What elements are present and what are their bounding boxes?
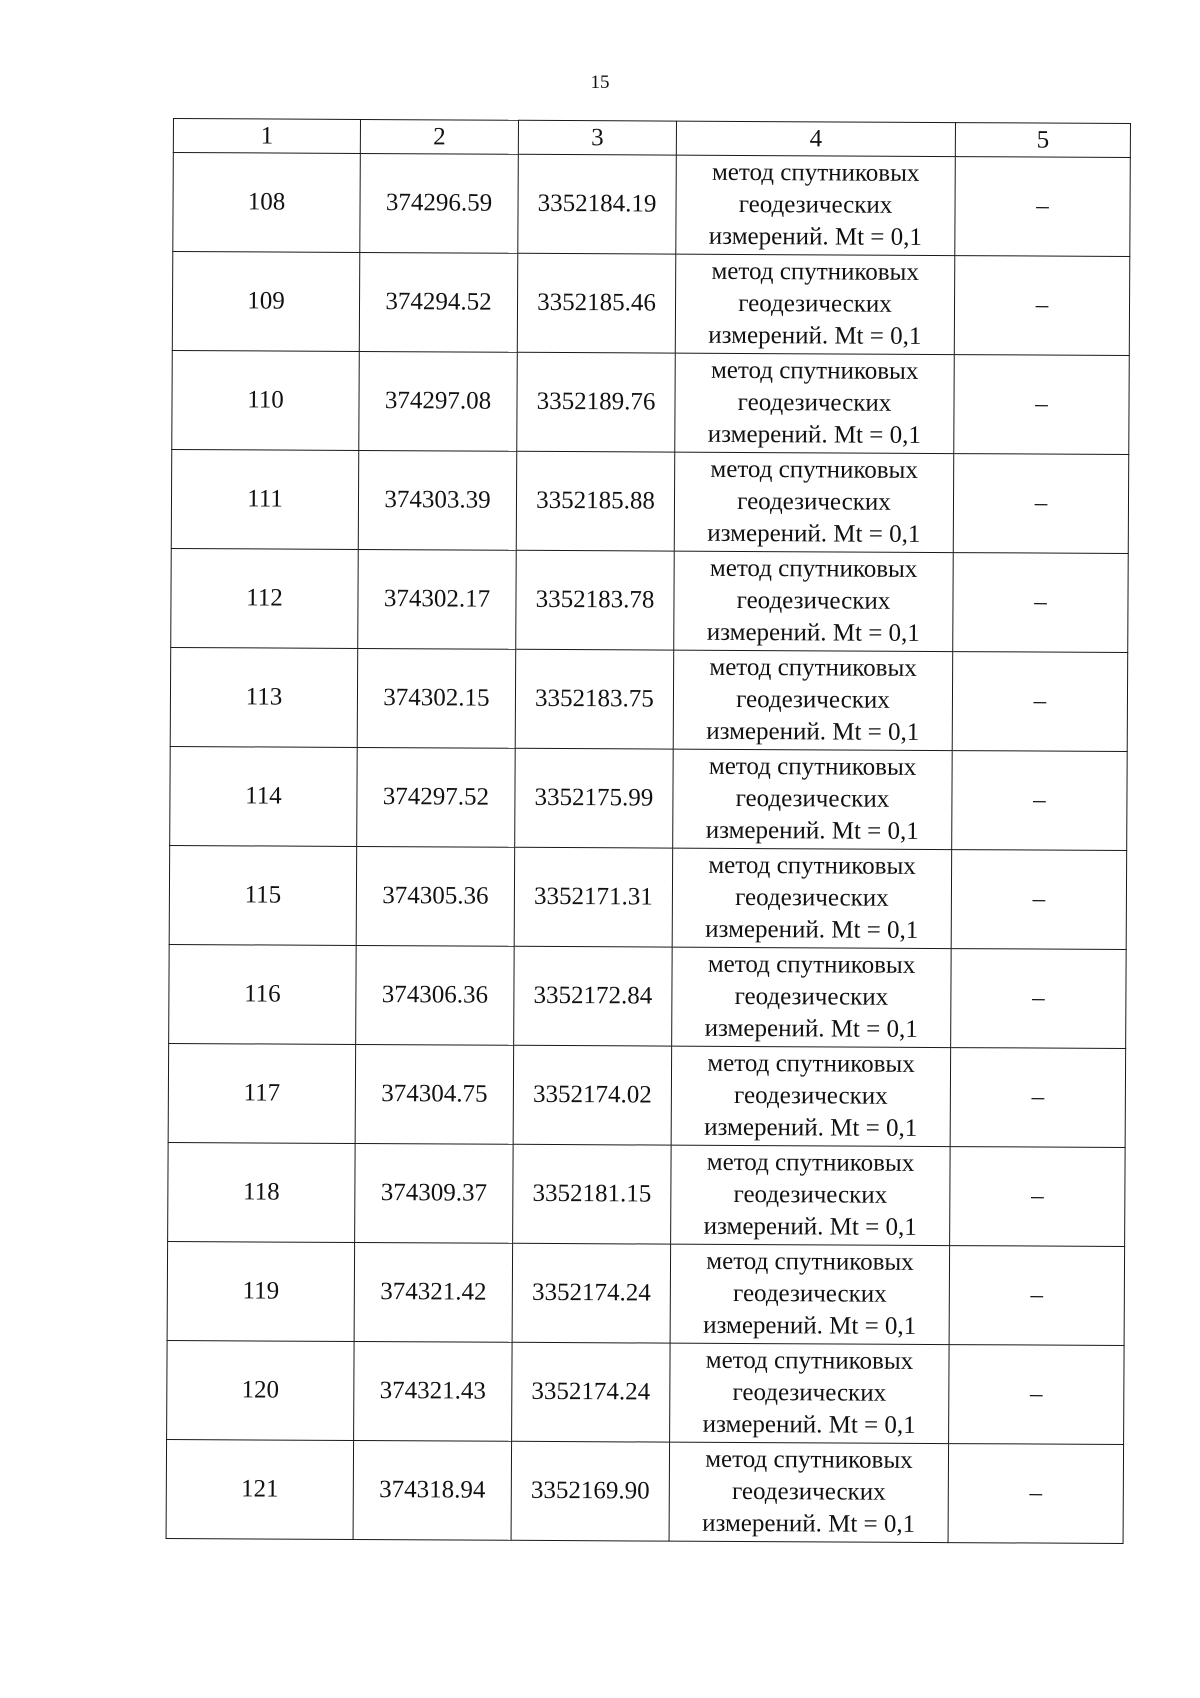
method-line: измерений. Mt = 0,1 [705, 816, 919, 845]
column-header: 4 [676, 121, 955, 156]
method-line: геодезических [731, 1477, 886, 1506]
point-number-cell: 113 [170, 647, 358, 747]
point-number-cell: 108 [173, 153, 361, 253]
table-row [167, 1241, 1125, 1345]
method-line: геодезических [735, 784, 890, 813]
point-number-cell: 111 [171, 449, 359, 549]
note-cell: – [950, 1048, 1126, 1148]
method-cell [673, 749, 953, 849]
table-row [172, 252, 1130, 356]
x-coordinate-cell: 374321.43 [354, 1341, 513, 1441]
method-line: метод спутниковых [707, 950, 916, 979]
x-coordinate-cell: 374318.94 [353, 1440, 512, 1540]
note-cell: – [955, 157, 1131, 257]
x-coordinate-cell: 374303.39 [358, 450, 517, 550]
point-number-cell: 112 [171, 548, 359, 648]
y-coordinate-cell: 3352174.24 [512, 1342, 671, 1442]
coordinates-table [166, 118, 1131, 1544]
method-cell [674, 452, 954, 552]
y-coordinate-cell: 3352184.19 [518, 154, 677, 254]
table-row [167, 1340, 1125, 1444]
x-coordinate-cell: 374305.36 [356, 846, 515, 946]
x-coordinate-cell: 374304.75 [355, 1044, 514, 1144]
x-coordinate-cell: 374294.52 [359, 252, 518, 352]
method-line: геодезических [732, 1378, 887, 1407]
note-cell: – [952, 751, 1128, 851]
method-line: геодезических [736, 685, 890, 714]
method-line: измерений. Mt = 0,1 [702, 1410, 916, 1439]
method-line: метод спутниковых [706, 1148, 915, 1177]
method-cell [676, 155, 956, 255]
note-cell: – [953, 553, 1129, 653]
note-cell: – [952, 652, 1128, 752]
x-coordinate-cell: 374296.59 [360, 153, 519, 253]
x-coordinate-cell: 374321.42 [354, 1242, 513, 1342]
method-line: измерений. Mt = 0,1 [708, 321, 922, 350]
method-line: геодезических [737, 487, 891, 516]
method-line: измерений. Mt = 0,1 [704, 1113, 918, 1142]
method-line: метод спутниковых [705, 1346, 914, 1375]
table-row [173, 153, 1131, 257]
table-row [168, 1142, 1126, 1246]
point-number-cell: 117 [168, 1043, 356, 1143]
method-line: геодезических [738, 289, 892, 318]
method-cell [670, 1244, 950, 1344]
note-cell: – [948, 1444, 1124, 1544]
note-cell: – [951, 949, 1127, 1049]
table-row [166, 1439, 1124, 1543]
method-cell [672, 947, 952, 1047]
method-line: геодезических [737, 388, 892, 417]
method-line: измерений. Mt = 0,1 [706, 717, 920, 746]
method-line: измерений. Mt = 0,1 [703, 1212, 917, 1241]
point-number-cell: 109 [172, 252, 360, 352]
method-line: геодезических [736, 586, 891, 615]
y-coordinate-cell: 3352185.46 [517, 253, 676, 353]
method-cell [674, 551, 954, 651]
method-line: метод спутниковых [709, 653, 917, 682]
method-line: геодезических [734, 982, 889, 1011]
method-cell [669, 1442, 949, 1542]
table-body [166, 153, 1130, 1544]
method-line: метод спутниковых [705, 1445, 913, 1474]
method-line: метод спутниковых [710, 356, 919, 385]
method-line: геодезических [732, 1279, 887, 1308]
note-cell: – [949, 1246, 1125, 1346]
column-header: 1 [173, 119, 360, 154]
y-coordinate-cell: 3352175.99 [515, 748, 674, 848]
x-coordinate-cell: 374306.36 [356, 945, 515, 1045]
method-line: измерений. Mt = 0,1 [702, 1509, 916, 1538]
note-cell: – [949, 1345, 1125, 1445]
point-number-cell: 121 [166, 1439, 354, 1539]
method-cell [670, 1343, 950, 1443]
point-number-cell: 120 [167, 1340, 355, 1440]
x-coordinate-cell: 374297.52 [357, 747, 516, 847]
table-row [172, 350, 1130, 454]
method-line: метод спутниковых [710, 455, 918, 484]
y-coordinate-cell: 3352183.78 [516, 550, 675, 650]
method-cell [671, 1145, 951, 1245]
method-line: метод спутниковых [711, 158, 920, 187]
method-line: геодезических [733, 1180, 888, 1209]
method-line: измерений. Mt = 0,1 [706, 618, 920, 647]
x-coordinate-cell: 374309.37 [355, 1143, 514, 1243]
method-line: геодезических [735, 883, 889, 912]
method-line: измерений. Mt = 0,1 [703, 1311, 917, 1340]
table-row [169, 845, 1127, 949]
table-row [168, 1043, 1126, 1147]
method-line: геодезических [738, 190, 893, 219]
point-number-cell: 118 [168, 1142, 356, 1242]
column-header: 2 [360, 119, 518, 154]
table-row [169, 944, 1127, 1048]
method-line: метод спутниковых [706, 1247, 914, 1276]
note-cell: – [954, 355, 1130, 455]
point-number-cell: 115 [169, 845, 357, 945]
point-number-cell: 116 [169, 944, 357, 1044]
table-row [170, 746, 1128, 850]
note-cell: – [953, 454, 1129, 554]
point-number-cell: 110 [172, 350, 360, 450]
y-coordinate-cell: 3352185.88 [516, 451, 675, 551]
y-coordinate-cell: 3352171.31 [514, 847, 673, 947]
method-line: метод спутниковых [708, 752, 917, 781]
method-cell [673, 650, 953, 750]
method-cell [671, 1046, 951, 1146]
y-coordinate-cell: 3352189.76 [517, 352, 676, 452]
column-header: 3 [518, 120, 676, 155]
y-coordinate-cell: 3352174.24 [512, 1243, 671, 1343]
y-coordinate-cell: 3352169.90 [511, 1441, 670, 1541]
point-number-cell: 114 [170, 746, 358, 846]
note-cell: – [951, 850, 1127, 950]
method-cell [672, 848, 952, 948]
y-coordinate-cell: 3352183.75 [515, 649, 674, 749]
y-coordinate-cell: 3352174.02 [513, 1045, 672, 1145]
method-line: измерений. Mt = 0,1 [704, 1014, 918, 1043]
note-cell: – [950, 1147, 1126, 1247]
x-coordinate-cell: 374297.08 [359, 351, 518, 451]
table-row [171, 548, 1129, 652]
method-line: измерений. Mt = 0,1 [708, 222, 922, 251]
method-line: измерений. Mt = 0,1 [705, 915, 919, 944]
method-cell [675, 254, 955, 354]
method-line: измерений. Mt = 0,1 [707, 420, 921, 449]
method-line: метод спутниковых [709, 554, 918, 583]
method-line: метод спутниковых [708, 851, 916, 880]
method-cell [675, 353, 955, 453]
method-line: измерений. Mt = 0,1 [707, 519, 921, 548]
method-line: геодезических [734, 1081, 888, 1110]
method-line: метод спутниковых [711, 257, 919, 286]
y-coordinate-cell: 3352181.15 [513, 1144, 672, 1244]
x-coordinate-cell: 374302.15 [357, 648, 516, 748]
column-header: 5 [955, 123, 1130, 158]
x-coordinate-cell: 374302.17 [358, 549, 517, 649]
page-number: 15 [590, 72, 610, 93]
table-row [170, 647, 1128, 751]
y-coordinate-cell: 3352172.84 [514, 946, 673, 1046]
header-row [173, 119, 1130, 158]
point-number-cell: 119 [167, 1241, 355, 1341]
table-row [171, 449, 1129, 553]
method-line: метод спутниковых [707, 1049, 915, 1078]
note-cell: – [954, 256, 1130, 356]
